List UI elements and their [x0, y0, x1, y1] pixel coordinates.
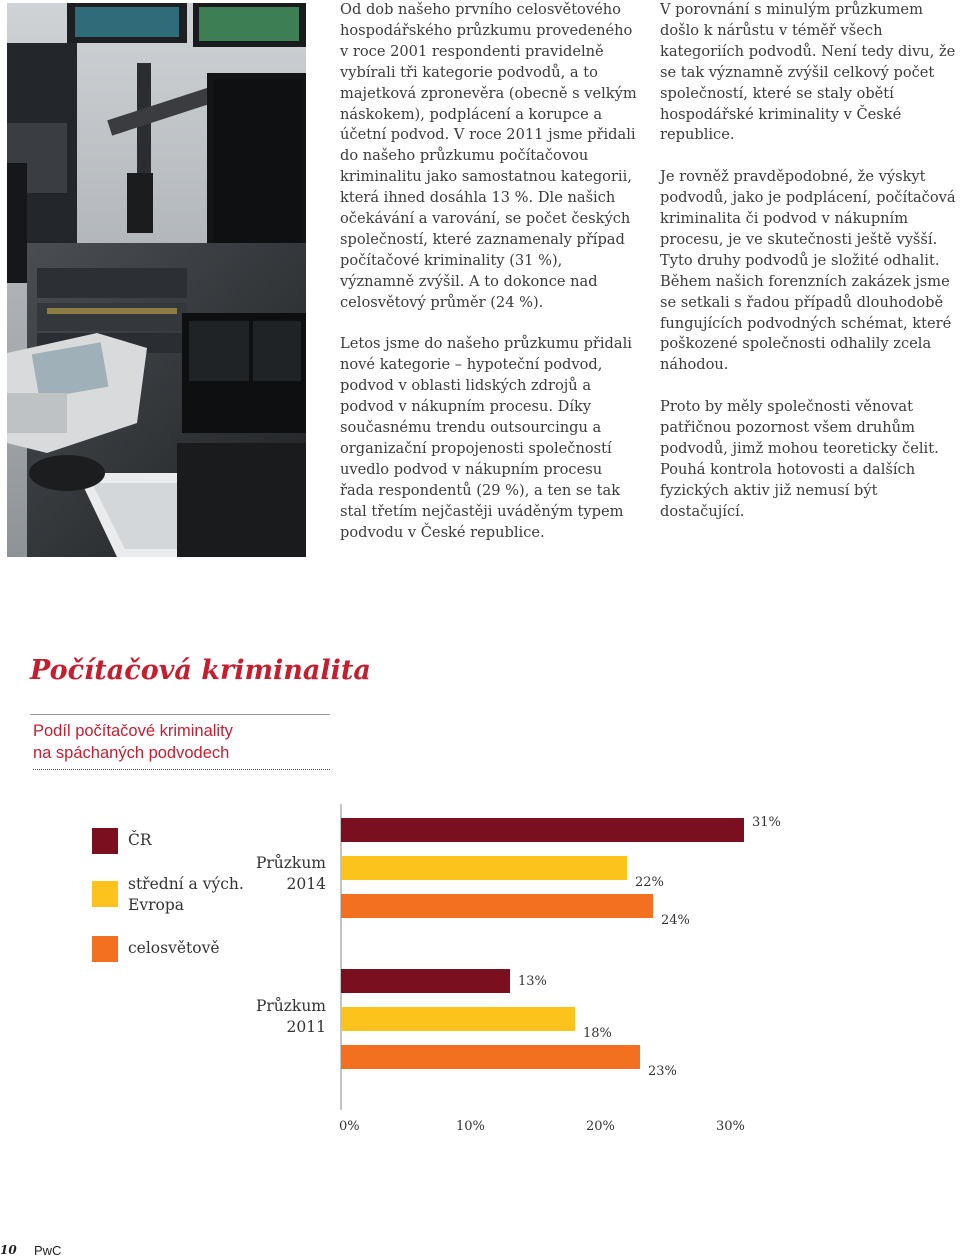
page-number: 10: [0, 1243, 17, 1257]
paragraph: Je rovněž pravděpodobné, že výskyt podvodů, jako je podplácení, počítačová kriminalita či podvod v nákupním procesu, je ve skutečnosti ještě vyšší. Tyto druhy podvodů je složité odhalit. Během našich forenzních zakázek jsme se setkali s řadou případů dlouhodobě fungujících podvodných schémat, které poškozené společnosti odhalily zcela náhodou.: [660, 168, 956, 374]
paragraph: V porovnání s minulým průzkumem došlo k nárůstu v téměř všech kategoriích podvodů. Není tedy divu, že se tak významně zvýšil celkový počet společností, které se staly obětí hospodářské kriminality v České republice.: [660, 1, 956, 144]
bar-value-label: 23%: [648, 1064, 677, 1079]
group-label-line: Průzkum: [255, 997, 326, 1015]
legend-label-line: celosvětově: [128, 939, 220, 957]
section-title: Počítačová kriminalita: [30, 655, 371, 686]
legend-label-line: Evropa: [128, 896, 184, 914]
bar-value-label: 18%: [583, 1026, 612, 1041]
chart-subtitle-line: Podíl počítačové kriminality: [33, 722, 233, 740]
bar: [341, 818, 744, 842]
x-tick-label: 0%: [339, 1119, 360, 1134]
bar: [341, 969, 510, 993]
bar-value-label: 24%: [661, 913, 690, 928]
bar-value-label: 22%: [635, 875, 664, 890]
group-label-line: 2011: [286, 1018, 326, 1036]
bar: [341, 1045, 640, 1069]
bar: [341, 856, 627, 880]
bar: [341, 1007, 575, 1031]
bar-value-label: 13%: [518, 974, 547, 989]
bar: [341, 894, 653, 918]
legend-label-line: střední a vých.: [128, 875, 244, 893]
group-label-line: 2014: [286, 875, 326, 893]
group-label-line: Průzkum: [255, 854, 326, 872]
bar-value-label: 31%: [752, 815, 781, 830]
legend-label-line: ČR: [128, 831, 152, 849]
paragraph: Od dob našeho prvního celosvětového hospodářského průzkumu provedeného v roce 2001 respondenti pravidelně vybírali tři kategorie podvodů, a to majetková zpronevěra (obecně s velkým náskokem), podplácení a korupce a účetní podvod. V roce 2011 jsme přidali do našeho průzkumu počítačovou kriminalitu jako samostatnou kategorii, která ihned dosáhla 13 %. Dle našich očekávání a varování, se počet českých společností, které zaznamenaly případ počítačové kriminality (31 %), významně zvýšil. A to dokonce nad celosvětový průměr (24 %).: [340, 1, 637, 311]
paragraph: Letos jsme do našeho průzkumu přidali nové kategorie – hypoteční podvod, podvod v oblasti lidských zdrojů a podvod v nákupním procesu. Díky současnému trendu outsourcingu a organizační propojenosti společností uvedlo podvod v nákupním procesu řada respondentů (29 %), a ten se tak stal třetím nejčastěji uváděným typem podvodu v České republice.: [340, 335, 632, 541]
x-tick-label: 30%: [716, 1119, 745, 1134]
x-tick-label: 10%: [456, 1119, 485, 1134]
chart-subtitle-line: na spáchaných podvodech: [33, 744, 230, 762]
x-tick-label: 20%: [586, 1119, 615, 1134]
footer-brand: PwC: [34, 1243, 62, 1258]
paragraph: Proto by měly společnosti věnovat patřičnou pozornost všem druhům podvodů, jimž mohou teoreticky čelit. Pouhá kontrola hotovosti a dalších fyzických aktiv již nemusí být dostačující.: [660, 398, 939, 520]
